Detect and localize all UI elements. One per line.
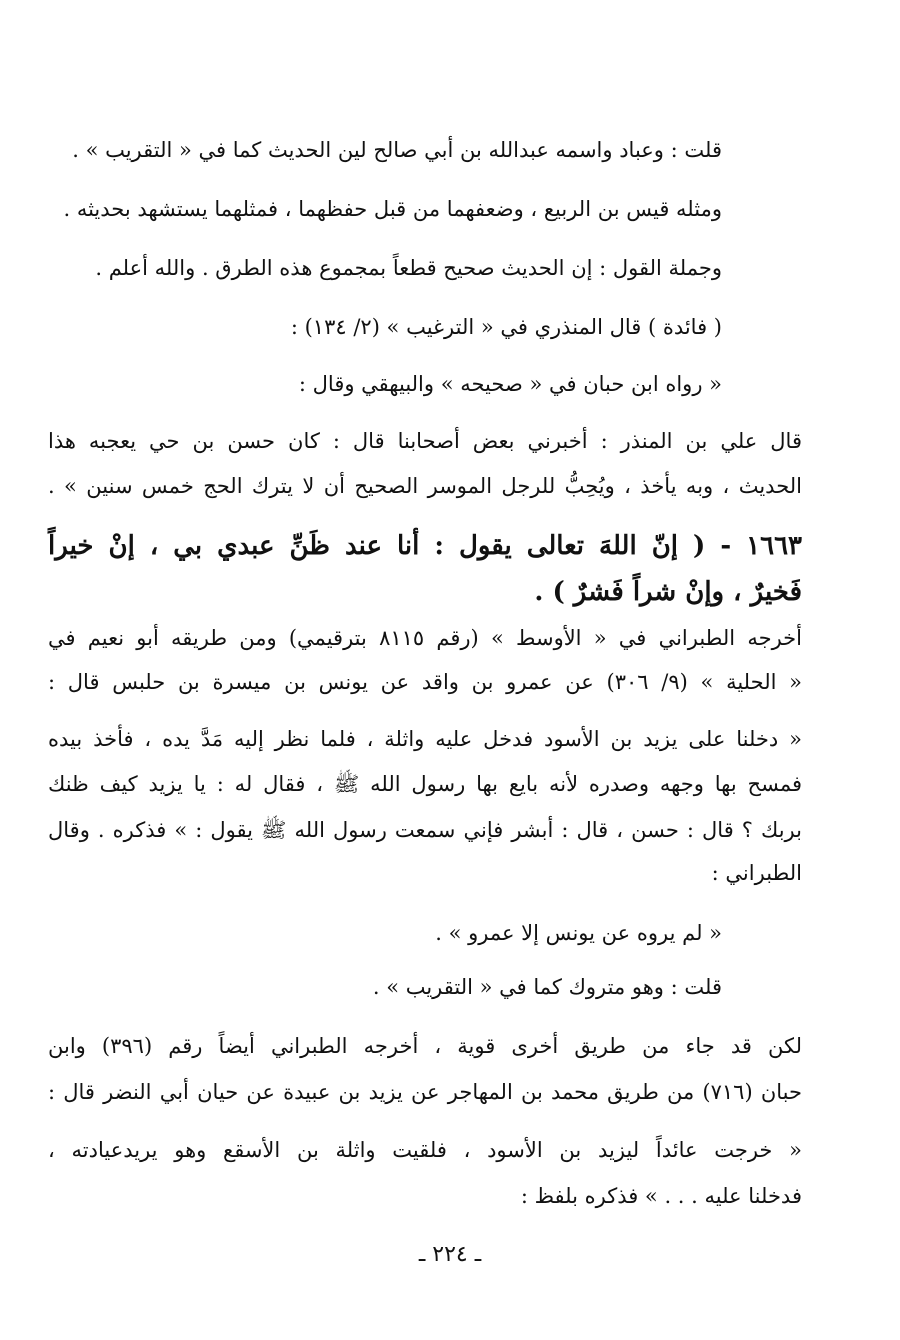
text-line-6b: الحديث ، وبه يأخذ ، ويُحِبُّ للرجل الموسر الصحيح أن لا يترك الحج خمس سنين » .	[48, 474, 802, 498]
hadith-heading-1: ١٦٦٣ - ( إنّ اللهَ تعالى يقول : أنا عند ظَنِّ عبدي بي ، إنْ خيراً	[48, 531, 802, 561]
text-line-4: ( فائدة ) قال المنذري في « الترغيب » (٢/ ١٣٤) :	[290, 315, 722, 339]
text-line-10: قلت : وهو متروك كما في « التقريب » .	[372, 975, 722, 999]
text-line-8b: فمسح بها وجهه وصدره لأنه بايع بها رسول الله ﷺ ، فقال له : يا يزيد كيف ظنك	[48, 772, 802, 796]
text-line-12b: فدخلنا عليه . . . » فذكره بلفظ :	[520, 1184, 802, 1208]
text-line-7a: أخرجه الطبراني في « الأوسط » (رقم ٨١١٥ بترقيمي) ومن طريقه أبو نعيم في	[48, 626, 802, 650]
text-line-12a: « خرجت عائداً ليزيد بن الأسود ، فلقيت واثلة بن الأسقع وهو يريدعيادته ،	[48, 1138, 802, 1162]
text-line-1: قلت : وعباد واسمه عبدالله بن أبي صالح لين الحديث كما في « التقريب » .	[72, 138, 722, 162]
text-line-2: ومثله قيس بن الربيع ، وضعفهما من قبل حفظهما ، فمثلهما يستشهد بحديثه .	[63, 197, 722, 221]
text-line-11a: لكن قد جاء من طريق أخرى قوية ، أخرجه الطبراني أيضاً رقم (٣٩٦) وابن	[48, 1034, 802, 1058]
text-line-8a: « دخلنا على يزيد بن الأسود فدخل عليه واثلة ، فلما نظر إليه مَدَّ يده ، فأخذ بيده	[48, 727, 802, 751]
text-line-6a: قال علي بن المنذر : أخبرني بعض أصحابنا قال : كان حسن بن حي يعجبه هذا	[48, 429, 802, 453]
hadith-heading-2: فَخيرٌ ، وإنْ شراً فَشرٌ ) .	[534, 577, 802, 607]
text-line-8c: بربك ؟ قال : حسن ، قال : أبشر فإني سمعت رسول الله ﷺ يقول : » فذكره . وقال	[48, 818, 802, 842]
text-line-11b: حبان (٧١٦) من طريق محمد بن المهاجر عن يزيد بن عبيدة عن حيان أبي النضر قال :	[48, 1080, 802, 1104]
text-line-5: « رواه ابن حبان في « صحيحه » والبيهقي وقال :	[298, 372, 722, 396]
text-line-3: وجملة القول : إن الحديث صحيح قطعاً بمجموع هذه الطرق . والله أعلم .	[95, 256, 722, 280]
text-line-7b: « الحلية » (٩/ ٣٠٦) عن عمرو بن واقد عن يونس بن ميسرة بن حلبس قال :	[48, 670, 802, 694]
page-number: ـ ٢٢٤ ـ	[418, 1242, 482, 1267]
text-line-8d: الطبراني :	[711, 861, 802, 885]
text-line-9: « لم يروه عن يونس إلا عمرو » .	[435, 921, 722, 945]
